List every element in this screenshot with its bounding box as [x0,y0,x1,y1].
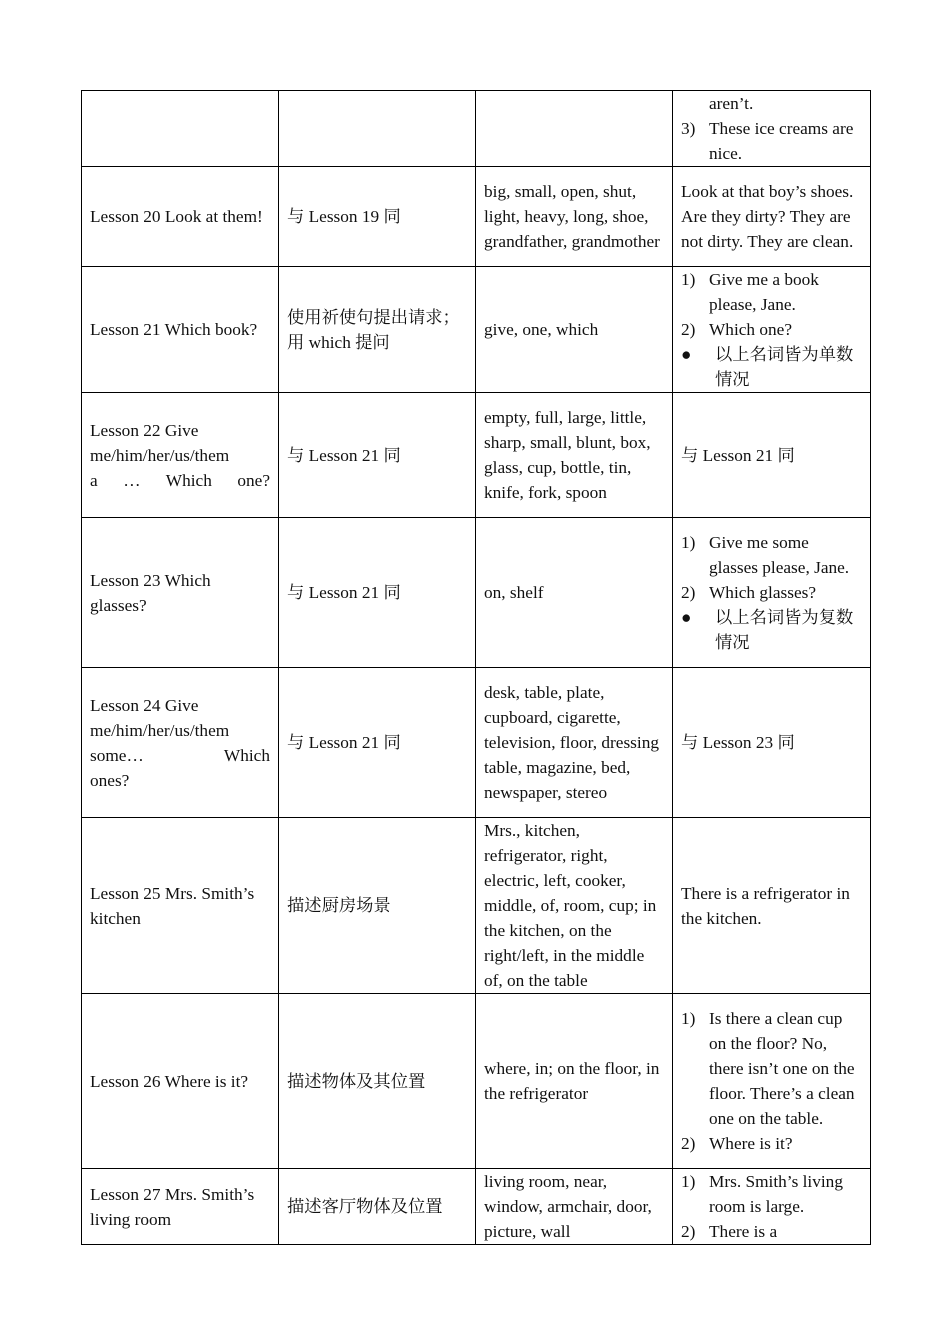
lesson-cell: Lesson 27 Mrs. Smith’s living room [82,1169,279,1245]
examples-cell [673,1169,871,1245]
examples-cell [673,994,871,1169]
vocabulary-cell: living room, near, window, armchair, door, picture, wall [476,1169,673,1245]
table-row [82,1169,871,1245]
function-cell: 描述客厅物体及位置 [279,1169,476,1245]
table-row [82,267,871,393]
list-item: ● 以上名词皆为复数情况 [681,605,862,655]
table-row [82,167,871,267]
vocabulary-cell: on, shelf [476,518,673,668]
lesson-table [81,90,871,1245]
examples-cell: Look at that boy’s shoes. Are they dirty? They are not dirty. They are clean. [673,167,871,267]
vocabulary-cell [476,91,673,167]
vocabulary-cell: desk, table, plate, cupboard, cigarette, television, floor, dressing table, magazine, bed, newspaper, stereo [476,668,673,818]
list-item: 2) Which glasses? [681,583,817,602]
lesson-cell: Lesson 22 Give me/him/her/us/them a … Which one? [82,393,279,518]
lesson-cell: Lesson 20 Look at them! [82,167,279,267]
list-item: 2) There is a [681,1222,778,1241]
examples-cell [673,91,871,167]
table-row [82,818,871,994]
lesson-cell: Lesson 21 Which book? [82,267,279,393]
examples-cell: 与 Lesson 21 同 [673,393,871,518]
list-item: 1) Give me some glasses please, Jane. [681,533,850,577]
list-item: 2) Which one? [681,320,793,339]
function-cell: 描述厨房场景 [279,818,476,994]
examples-cell [673,267,871,393]
list-item: 1) Give me a book please, Jane. [681,270,819,314]
examples-cell: 与 Lesson 23 同 [673,668,871,818]
list-item: 1) Mrs. Smith’s living room is large. [681,1172,843,1216]
list-item: 3) These ice creams are nice. [681,119,854,163]
function-cell: 与 Lesson 21 同 [279,393,476,518]
lesson-cell [82,91,279,167]
vocabulary-cell: give, one, which [476,267,673,393]
table-row [82,518,871,668]
vocabulary-cell: Mrs., kitchen, refrigerator, right, electric, left, cooker, middle, of, room, cup; in the kitchen, on the right/left, in the middle of, on the table [476,818,673,994]
vocabulary-cell: where, in; on the floor, in the refrigerator [476,994,673,1169]
vocabulary-cell: big, small, open, shut, light, heavy, long, shoe, grandfather, grandmother [476,167,673,267]
list-item: 1) Is there a clean cup on the floor? No, there isn’t one on the floor. There’s a clean one on the table. [681,1009,855,1128]
function-cell: 使用祈使句提出请求；用 which 提问 [279,267,476,393]
examples-cell: There is a refrigerator in the kitchen. [673,818,871,994]
list-item: aren’t. [709,94,754,113]
list-item: 2) Where is it? [681,1134,793,1153]
table-row [82,393,871,518]
table-row [82,994,871,1169]
function-cell [279,91,476,167]
lesson-cell: Lesson 24 Give me/him/her/us/them some… Which ones? [82,668,279,818]
function-cell: 描述物体及其位置 [279,994,476,1169]
bullet-icon: ● [681,608,692,627]
function-cell: 与 Lesson 21 同 [279,668,476,818]
table-row [82,668,871,818]
function-cell: 与 Lesson 21 同 [279,518,476,668]
lesson-cell: Lesson 26 Where is it? [82,994,279,1169]
function-cell: 与 Lesson 19 同 [279,167,476,267]
list-item: ● 以上名词皆为单数情况 [681,342,862,392]
examples-cell [673,518,871,668]
vocabulary-cell: empty, full, large, little, sharp, small, blunt, box, glass, cup, bottle, tin, knife, fork, spoon [476,393,673,518]
bullet-icon: ● [681,345,692,364]
lesson-cell: Lesson 23 Which glasses? [82,518,279,668]
table-row [82,91,871,167]
lesson-cell: Lesson 25 Mrs. Smith’s kitchen [82,818,279,994]
